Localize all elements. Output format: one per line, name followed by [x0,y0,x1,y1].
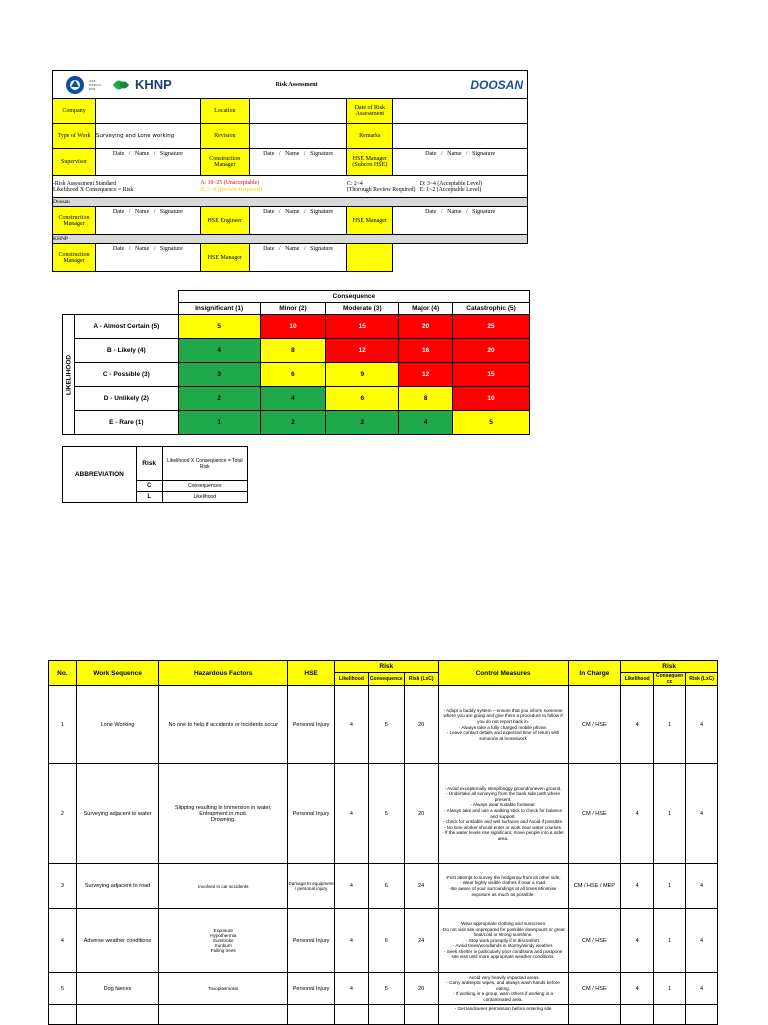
khnp-cm-label: Construction Manager [53,244,96,272]
consequence-value [368,1005,404,1025]
matrix-cell: 3 [178,363,260,387]
abbr-risk-desc: Likelihood X Consequence = Total Risk [162,447,247,481]
control-measures: - Avoid very heavily impacted areas. - Carry antiseptic wipes, and always wash hands before eating. - If working in a group, warn others if working in a contaminated area. [438,973,568,1005]
abbr-risk-key: Risk [136,447,162,481]
level-d: D: 3~4 (Acceptable Level) E: 1~2 (Acceptable Level) [420,176,528,198]
risk-after: 4 [686,686,718,764]
kepco-caption: ASE KEPCO ENC [89,78,101,91]
consequence-value: 5 [368,764,404,864]
company-label: Company [53,99,96,124]
col-likelihood-after: Likelihood [621,673,654,686]
matrix-cell: 10 [453,387,530,411]
risk-after: 4 [686,864,718,909]
doosan-logo: DOOSAN [470,77,523,92]
col-risk-after: Risk [621,661,718,673]
table-row [49,764,718,864]
date-of-ra-label: Date of Risk Assessment [347,99,393,124]
location-label: Location [200,99,249,124]
khnp-empty-cell [347,244,393,272]
abbr-l-key: L [136,492,162,503]
hse-impact [288,1005,335,1025]
risk-value [404,1005,438,1025]
revision-label: Revision [200,124,249,149]
construction-manager-label: Construction Manager [200,149,249,176]
level-a: A: 10~25 (Unacceptable) [200,179,260,186]
khnp-empty-field [393,244,528,272]
type-of-work-field[interactable]: Surveying and Lone working [95,124,200,149]
likelihood-row-label: E - Rare (1) [74,411,178,435]
likelihood-after [621,1005,654,1025]
hazardous-factor [159,1005,288,1025]
likelihood-value: 4 [334,864,368,909]
table-row [49,686,718,764]
likelihood-value [334,1005,368,1025]
likelihood-row-label: A - Almost Certain (5) [74,315,178,339]
table-row [49,973,718,1005]
col-in-charge: In Charge [568,661,621,686]
matrix-cell: 4 [260,387,326,411]
risk-after: 4 [686,973,718,1005]
consequence-after: 1 [654,864,686,909]
remarks-field[interactable] [393,124,528,149]
level-c: C: 2~4 (Thorough Review Required) [347,176,420,198]
matrix-cell: 2 [326,411,399,435]
abbreviation-table [62,446,248,503]
consequence-after: 1 [654,973,686,1005]
consequence-col-1: Insignificant (1) [178,303,260,315]
col-hse: HSE [288,661,335,686]
row-number [49,1005,77,1025]
matrix-cell: 15 [326,315,399,339]
risk-after: 4 [686,909,718,973]
col-no: No. [49,661,77,686]
risk-after [686,1005,718,1025]
row-number: 3 [49,864,77,909]
matrix-cell: 10 [260,315,326,339]
col-likelihood: Likelihood [334,673,368,686]
in-charge: CM / HSE [568,973,621,1005]
consequence-col-5: Catastrophic (5) [453,303,530,315]
likelihood-axis-label: LIKELIHOOD [63,315,75,435]
risk-after: 4 [686,764,718,864]
matrix-cell: 8 [399,387,453,411]
matrix-cell: 12 [399,363,453,387]
doosan-cm-label: Construction Manager [53,207,96,235]
col-risk-before: Risk [334,661,438,673]
matrix-cell: 4 [178,339,260,363]
hse-impact: Personal Injury [288,764,335,864]
likelihood-after: 4 [621,864,654,909]
col-risk-lxc: Risk (LxC) [404,673,438,686]
likelihood-after: 4 [621,764,654,864]
col-risk-lxc-after: Risk (LxC) [686,673,718,686]
col-control-measures: Control Measures [438,661,568,686]
matrix-cell: 12 [326,339,399,363]
consequence-col-4: Major (4) [399,303,453,315]
hazardous-factor: No one to help if accidents or incidents occur [159,686,288,764]
assessment-header-form [52,70,528,272]
khnp-cm-signature[interactable]: Date / Name / Signature [95,244,200,272]
row-number: 1 [49,686,77,764]
matrix-cell: 5 [453,411,530,435]
matrix-cell: 25 [453,315,530,339]
abbr-c-desc: Consequences [162,481,247,492]
hse-impact: Personal Injury [288,909,335,973]
hazardous-factor: Exposure Hypothermia Sunstroke Sunburn Falling trees [159,909,288,973]
risk-value: 20 [404,764,438,864]
abbreviation-title: ABBREVIATION [63,447,137,503]
risk-value: 24 [404,909,438,973]
risk-value: 20 [404,686,438,764]
hse-impact: Personal Injury [288,973,335,1005]
standard-text: -Risk Assessment Standard Likelihood X Consequence = Risk [53,176,201,198]
col-hazardous-factors: Hazardous Factors [159,661,288,686]
matrix-cell: 6 [326,387,399,411]
table-row [49,864,718,909]
matrix-cell: 2 [260,411,326,435]
matrix-cell: 16 [399,339,453,363]
consequence-col-3: Moderate (3) [326,303,399,315]
table-row [49,909,718,973]
matrix-cell: 2 [178,387,260,411]
control-measures: - Adopt a buddy system – ensure that you inform someone where you are going and give them a procedure to follow if you do not report back in. - Always take a fully charged mobile phone. - Leave contact details and expected time of return with someone at home/work [438,686,568,764]
work-sequence: Surveying adjacent to road [76,864,158,909]
matrix-cell: 5 [178,315,260,339]
doosan-hse-manager-signature[interactable]: Date / Name / Signature [393,207,528,235]
hazardous-factor: Slipping resulting in immersion in water. Entrapment in mud. Drowning. [159,764,288,864]
risk-matrix [62,290,530,435]
consequence-value: 6 [368,864,404,909]
abbr-c-key: C [136,481,162,492]
control-measures: - Avoid exceptionally steep/boggy ground/uneven ground. - Undertake all surveying from the bank side path where present. - Always wear suitable footwear. - Always take and use a walking stick to check for balance and support. - check for unstable and wet surfaces and Avoid if possible. - No lone worker should enter or work near water courses. - If the water levels rise significant, move people into a safer area. [438,764,568,864]
doosan-cm-signature[interactable]: Date / Name / Signature [95,207,200,235]
col-consequence: Consequence [368,673,404,686]
in-charge [568,1005,621,1025]
table-row [49,1005,718,1025]
consequence-value: 6 [368,909,404,973]
matrix-cell: 20 [453,339,530,363]
consequence-after: 1 [654,909,686,973]
work-sequence: Lone Working [76,686,158,764]
risk-value: 24 [404,864,438,909]
col-work-sequence: Work Sequence [76,661,158,686]
date-of-ra-field[interactable] [393,99,528,124]
doosan-hse-engineer-signature[interactable]: Date / Name / Signature [249,207,347,235]
col-consequence-after: Consequen cc [654,673,686,686]
hazardous-factor: Involved in car accidents [159,864,288,909]
doosan-hse-manager-label: HSE Manager [347,207,393,235]
likelihood-after: 4 [621,973,654,1005]
matrix-cell: 8 [260,339,326,363]
matrix-cell: 20 [399,315,453,339]
control-measures: -First attempt to survey the hedgerow from its other side. - Wear highly visible clothes if near a road. -Be aware of your surroundings at all times Minimise exposure as much as possible. [438,864,568,909]
supervisor-label: Supervisor [53,149,96,176]
likelihood-after: 4 [621,686,654,764]
row-number: 4 [49,909,77,973]
revision-field[interactable] [249,124,347,149]
matrix-cell: 4 [399,411,453,435]
remarks-label: Remarks [347,124,393,149]
matrix-cell: 6 [260,363,326,387]
work-sequence: Dog faeces [76,973,158,1005]
doosan-section-label: Doosan [53,198,528,207]
consequence-after [654,1005,686,1025]
control-measures: - Get landowner permission before entering site [438,1005,568,1025]
kepco-logo-icon [65,75,85,95]
in-charge: CM / HSE [568,909,621,973]
matrix-cell: 15 [453,363,530,387]
row-number: 2 [49,764,77,864]
in-charge: CM / HSE [568,686,621,764]
matrix-cell: 9 [326,363,399,387]
hse-manager-subcon-label: HSE Manager (Subcon HSE) [347,149,393,176]
matrix-cell: 1 [178,411,260,435]
abbr-l-desc: Likelihood [162,492,247,503]
doosan-hse-engineer-label: HSE Engineer [200,207,249,235]
in-charge: CM / HSE / MEP [568,864,621,909]
likelihood-value: 4 [334,973,368,1005]
hse-impact: Damage to equipment / personal injury [288,864,335,909]
hazardous-factor: Toxoplasmosis [159,973,288,1005]
hse-impact: Personal Injury [288,686,335,764]
level-b: B: 5~9 (Review Required) [200,186,262,193]
company-field[interactable] [95,99,200,124]
supervisor-signature[interactable]: Date / Name / Signature [95,149,200,176]
in-charge: CM / HSE [568,764,621,864]
likelihood-row-label: C - Possible (3) [74,363,178,387]
hse-manager-subcon-signature[interactable]: Date / Name / Signature [393,149,528,176]
likelihood-after: 4 [621,909,654,973]
construction-manager-signature[interactable]: Date / Name / Signature [249,149,347,176]
work-sequence: Surveying adjacent to water [76,764,158,864]
type-of-work-label: Type of Work [53,124,96,149]
khnp-logo: KHNP [135,77,172,92]
row-number: 5 [49,973,77,1005]
likelihood-value: 4 [334,764,368,864]
control-measures: -Wear appropriate clothing and sunscreen. -Do not visit site unprepared for possible downpours or great heat/cold or strong sunshine. - Stop work promptly if in discomfort. - Avoid trees/woodlands in stormy/windy weather. - Seek shelter in particularly poor conditions and postpone site visit until more appropriate weather conditions. [438,909,568,973]
likelihood-row-label: B - Likely (4) [74,339,178,363]
consequence-after: 1 [654,686,686,764]
risk-value: 20 [404,973,438,1005]
likelihood-value: 4 [334,909,368,973]
risk-register-table [48,660,718,1025]
location-field[interactable] [249,99,347,124]
consequence-col-2: Minor (2) [260,303,326,315]
consequence-value: 5 [368,686,404,764]
consequence-value: 5 [368,973,404,1005]
khnp-leaf-icon [111,78,131,92]
khnp-hse-manager-signature[interactable]: Date / Name / Signature [249,244,347,272]
work-sequence: Adverse weather conditions [76,909,158,973]
khnp-hse-manager-label: HSE Manager [200,244,249,272]
page-title: Risk Assessment [200,71,392,99]
work-sequence [76,1005,158,1025]
khnp-section-label: KHNP [53,235,528,244]
consequence-header: Consequence [178,291,529,303]
likelihood-row-label: D - Unlikely (2) [74,387,178,411]
consequence-after: 1 [654,764,686,864]
likelihood-value: 4 [334,686,368,764]
